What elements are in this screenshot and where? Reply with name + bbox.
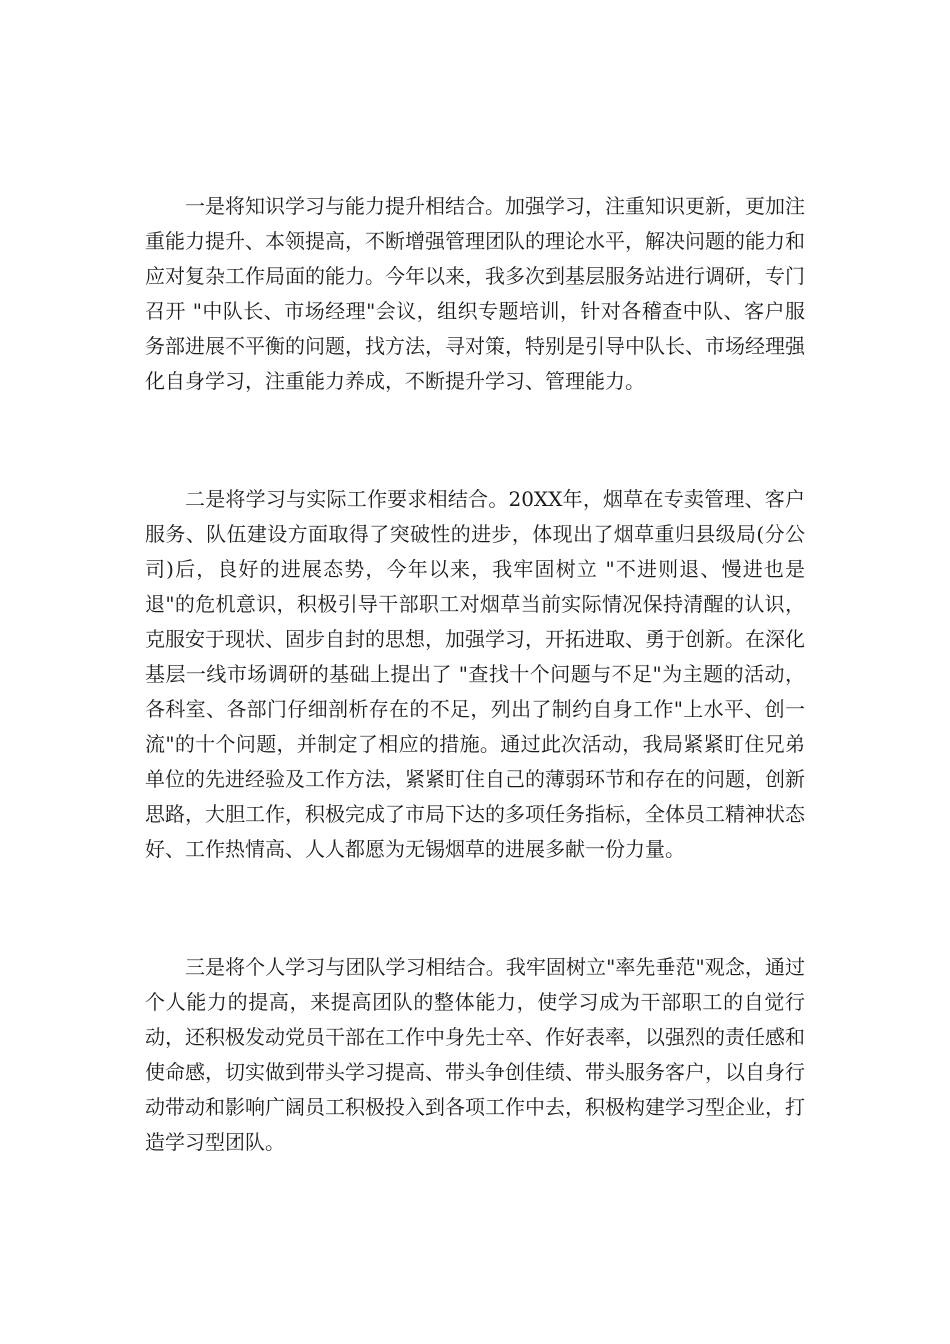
paragraph-individual-and-team: 三是将个人学习与团队学习相结合。我牢固树立"率先垂范"观念，通过个人能力的提高，来提高团队的整体能力，使学习成为干部职工的自觉行动，还积极发动党员干部在工作中身先士卒、作好表率，以强烈的责任感和使命感，切实做到带头学习提高、带头争创佳绩、带头服务客户，以自身行动带动和影响广阔员工积极投入到各项工作中去，积极构建学习型企业，打造学习型团队。	[145, 955, 805, 1154]
paragraph-study-and-practice: 二是将学习与实际工作要求相结合。20XX年，烟草在专卖管理、客户服务、队伍建设方面取得了突破性的进步，体现出了烟草重归县级局(分公司)后，良好的进展态势，今年以来，我牢固树立 "不进则退、慢进也是退"的危机意识，积极引导干部职工对烟草当前实际情况保持清醒的认识，克服安于现状、固步自封的思想，加强学习，开拓进取、勇于创新。在深化基层一线市场调研的基础上提出了 "查找十个问题与不足"为主题的活动，各科室、各部门仔细剖析存在的不足，列出了制约自身工作"上水平、创一流"的十个问题，并制定了相应的措施。通过此次活动，我局紧紧盯住兄弟单位的先进经验及工作方法，紧紧盯住自己的薄弱环节和存在的问题，创新思路，大胆工作，积极完成了市局下达的多项任务指标，全体员工精神状态好、工作热情高、人人都愿为无锡烟草的进展多献一份力量。	[145, 487, 805, 861]
paragraph-knowledge-and-ability: 一是将知识学习与能力提升相结合。加强学习，注重知识更新，更加注重能力提升、本领提高，不断增强管理团队的理论水平，解决问题的能力和应对复杂工作局面的能力。今年以来，我多次到基层服务站进行调研，专门召开 "中队长、市场经理"会议，组织专题培训，针对各稽查中队、客户服务部进展不平衡的问题，找方法，寻对策，特别是引导中队长、市场经理强化自身学习，注重能力养成，不断提升学习、管理能力。	[145, 194, 805, 393]
